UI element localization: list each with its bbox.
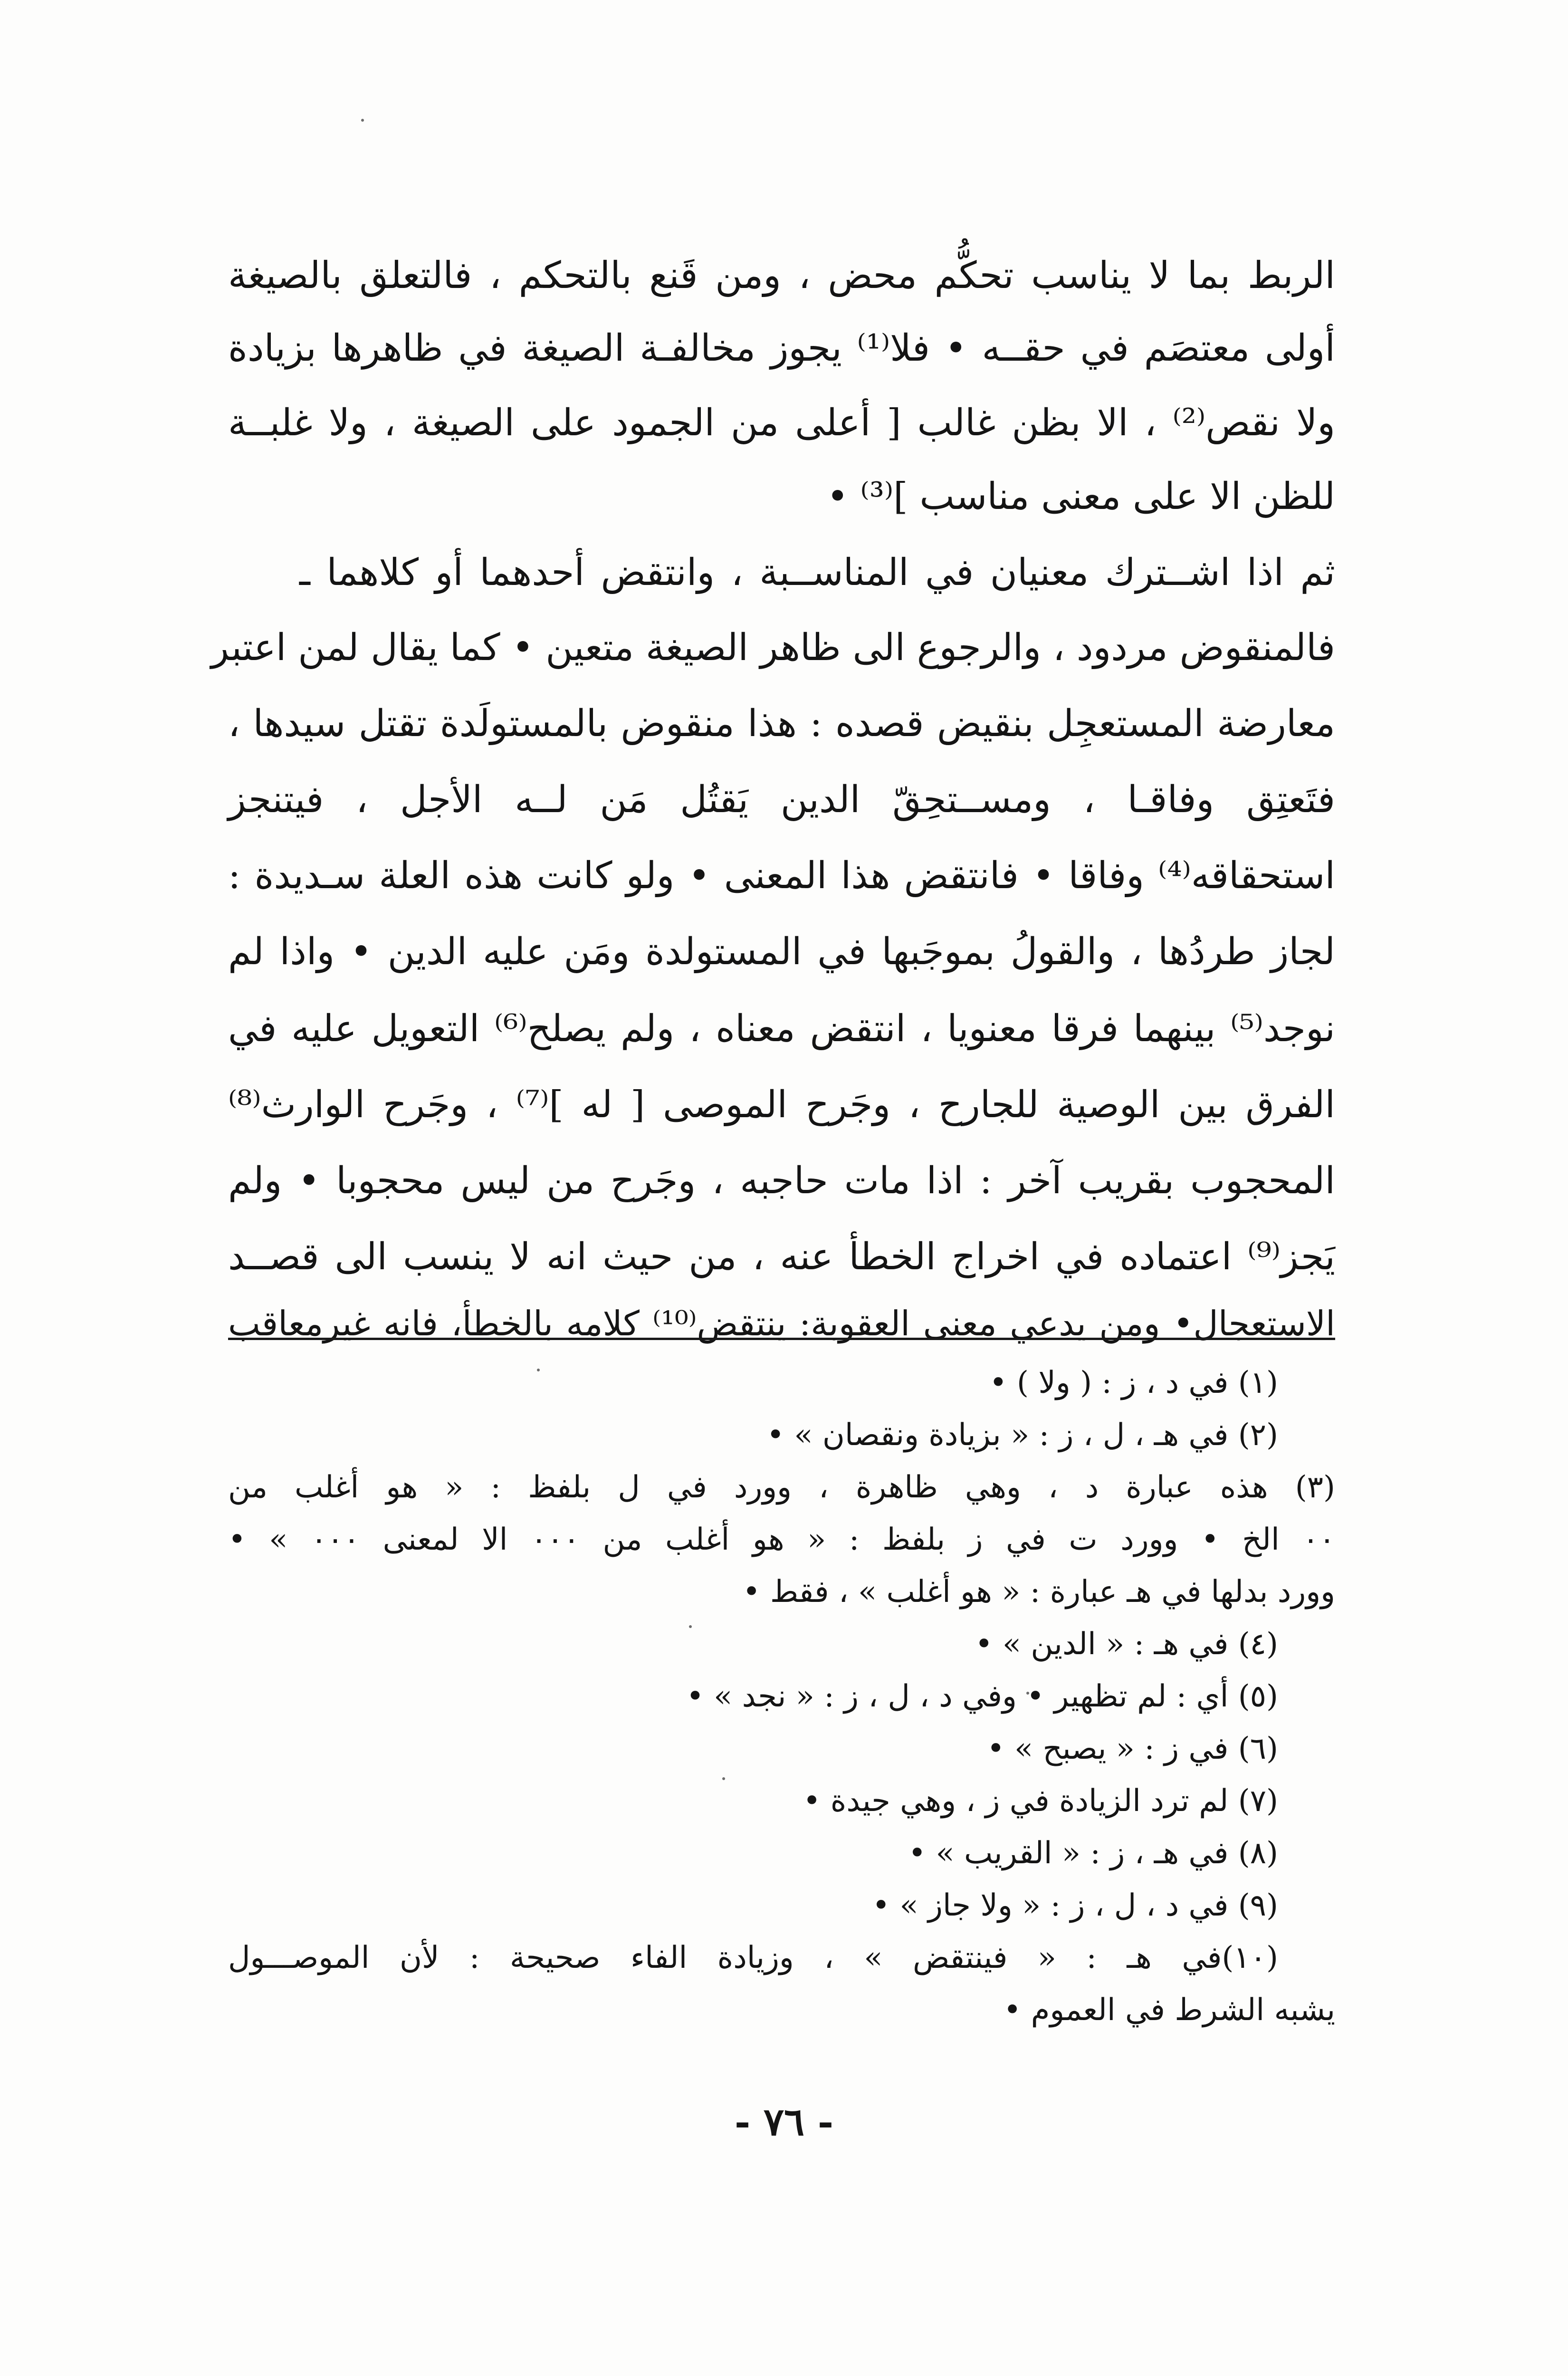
main-text-line: فالمنقوض مردود ، والرجوع الى ظاهر الصيغة متعين • كما يقال لمن اعتبر [211, 626, 1335, 669]
footnote-line: (٨) في هـ ، ز : « القريب » • [908, 1836, 1278, 1871]
scan-speck [361, 119, 364, 122]
main-text-line: الربط بما لا يناسب تحكُّم محض ، ومن قَنع بالتحكم ، فالتعلق بالصيغة [228, 254, 1335, 297]
main-text-line: يَجز⁽⁹⁾ اعتماده في اخراج الخطأ عنه ، من حيث انه لا ينسب الى قصــد [228, 1236, 1335, 1278]
main-text-line: ولا نقص⁽²⁾ ، الا بظن غالب [ أعلى من الجمود على الصيغة ، ولا غلبــة [228, 402, 1335, 444]
main-text-line: الاستعجال• ومن يدعي معنى العقوبة: ينتقض⁽¹⁰⁾ كلامه بالخطأ، فانه غيرمعاقب [228, 1303, 1335, 1343]
footnote-line: (٣) هذه عبارة د ، وهي ظاهرة ، وورد في ل بلفظ : « هو أغلب من [228, 1470, 1335, 1505]
main-text-line: الفرق بين الوصية للجارح ، وجَرح الموصى [ له ]⁽⁷⁾ ، وجَرح الوارث⁽⁸⁾ [228, 1083, 1335, 1126]
main-text-line: ثم اذا اشــترك معنيان في المناســبة ، وانتقض أحدهما أو كلاهما ـ [299, 551, 1335, 594]
main-text-line: المحجوب بقريب آخر : اذا مات حاجبه ، وجَرح من ليس محجوبا • ولم [228, 1159, 1335, 1202]
footnote-line: وورد بدلها في هـ عبارة : « هو أغلب » ، فقط • [742, 1574, 1335, 1610]
scan-speck [689, 1625, 692, 1628]
footnote-line: (١٠)في هـ : « فينتقض » ، وزيادة الفاء صحيحة : لأن الموصـــول [228, 1940, 1278, 1975]
main-text-line: نوجد⁽⁵⁾ بينهما فرقا معنويا ، انتقض معناه ، ولم يصلح⁽⁶⁾ التعويل عليه في [228, 1007, 1335, 1050]
footnote-line: (٢) في هـ ، ل ، ز : « بزيادة ونقصان » • [766, 1418, 1278, 1453]
page-number: - ٧٦ - [734, 2099, 834, 2144]
footnote-line: (١) في د ، ز : ( ولا ) • [989, 1365, 1278, 1400]
scan-speck [537, 1369, 540, 1371]
scan-speck [722, 1777, 725, 1780]
footnote-line: (٩) في د ، ل ، ز : « ولا جاز » • [872, 1888, 1278, 1923]
main-text-line: معارضة المستعجِل بنقيض قصده : هذا منقوض بالمستولَدة تقتل سيدها ، [228, 702, 1335, 745]
main-text-line: لجاز طردُها ، والقولُ بموجَبها في المستولدة ومَن عليه الدين • واذا لم [228, 930, 1335, 973]
main-text-line: استحقاقه⁽⁴⁾ وفاقا • فانتقض هذا المعنى • ولو كانت هذه العلة سـديدة : [228, 854, 1335, 897]
main-text-line: للظن الا على معنى مناسب ]⁽³⁾ • [826, 475, 1335, 518]
footnote-line: (٦) في ز : « يصبح » • [986, 1731, 1278, 1766]
main-text-line: أولى معتصَم في حقــه • فلا⁽¹⁾ يجوز مخالفـة الصيغة في ظاهرها بزيادة [228, 327, 1336, 370]
footnote-line: (٤) في هـ : « الدين » • [975, 1627, 1278, 1662]
footnote-line: يشبه الشرط في العموم • [1003, 1993, 1335, 2028]
footnote-line: (٧) لم ترد الزيادة في ز ، وهي جيدة • [803, 1783, 1278, 1819]
main-text-line: فتَعتِق وفاقـا ، ومســتحِقّ الدين يَقتُل مَن لــه الأجل ، فيتنجز [228, 778, 1335, 821]
footnote-line: (٥) أي : لم تظهير • وفي د ، ل ، ز : « نجد » • [686, 1679, 1278, 1714]
footnote-separator [228, 1338, 1335, 1340]
footnote-line: ٠٠ الخ • وورد ت في ز بلفظ : « هو أغلب من ٠٠٠ الا لمعنى ٠٠٠ » • [228, 1522, 1336, 1557]
